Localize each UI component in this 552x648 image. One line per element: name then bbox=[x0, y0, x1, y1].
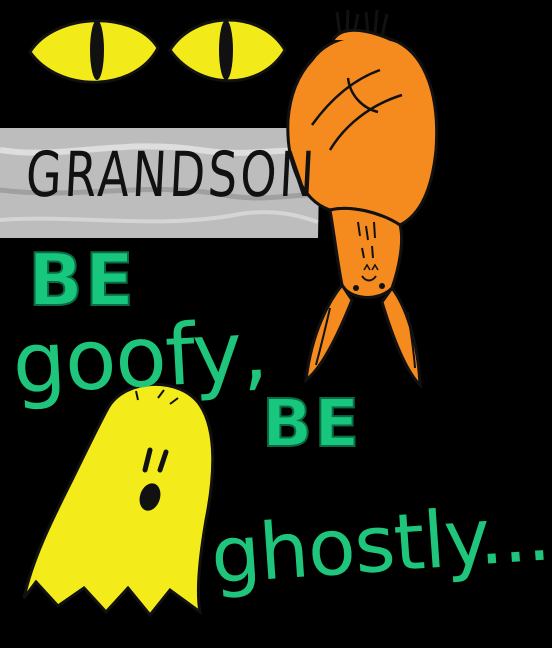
cat-eyes-icon bbox=[30, 20, 285, 82]
ghost-icon bbox=[24, 384, 213, 615]
goofy-text: goofy, bbox=[10, 301, 270, 413]
ghostly-text: ghostly... bbox=[208, 488, 552, 602]
be-text-first: BE bbox=[28, 238, 137, 322]
banner-recipient-text: GRANDSON bbox=[24, 138, 319, 211]
be-text-second: BE bbox=[262, 385, 362, 462]
